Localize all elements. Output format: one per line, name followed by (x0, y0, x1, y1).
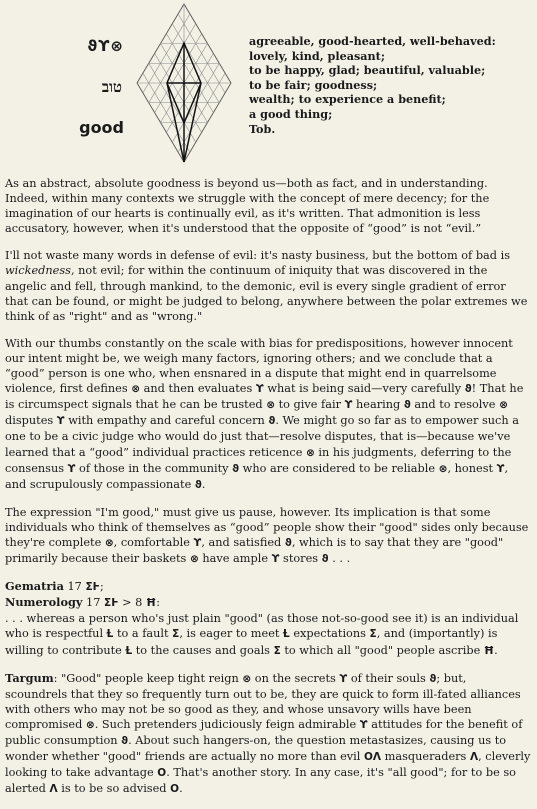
lamed-glyph: Ɫ (106, 628, 114, 641)
vav-glyph: ϒ (67, 462, 76, 475)
paleo-hebrew-word: ϑϒ⊗ (87, 37, 124, 55)
ayin-glyph: O (170, 783, 180, 796)
vav-glyph: ϒ (193, 536, 202, 549)
gematria-glyphs: ΣⱵ (85, 581, 100, 594)
emphasis-wickedness: wickedness (5, 264, 71, 278)
diamond-lattice-figure (135, 2, 233, 164)
lamed-glyph: Ɫ (125, 644, 133, 657)
ayin-resh-glyphs: OɅ (364, 751, 382, 764)
definition-line: Tob. (249, 121, 276, 136)
beth-glyph: ϑ (232, 462, 240, 475)
hebrew-word: טוב (101, 78, 122, 96)
header (0, 0, 537, 170)
beth-glyph: ϑ (321, 553, 329, 566)
english-word: good (79, 118, 124, 137)
numerology-label: Numerology (5, 595, 83, 610)
resh-glyph: Ʌ (469, 751, 479, 764)
gematria-label: Gematria (5, 579, 64, 594)
definition-line: to be fair; goodness; (249, 77, 378, 92)
teth-glyph: ⊗ (85, 718, 95, 731)
gematria-line: Gematria 17 ΣⱵ; (5, 579, 104, 594)
beth-glyph: ϑ (268, 415, 276, 428)
lamed-glyph: Ɫ (283, 628, 290, 641)
targum-label: Targum (5, 670, 54, 685)
tsade-glyph: Σ (172, 628, 180, 641)
beth-glyph: ϑ (284, 536, 292, 549)
vav-glyph: ϒ (339, 672, 348, 685)
definitions-list (249, 34, 534, 136)
tsade-glyph: Σ (273, 644, 281, 657)
definition-line: to be happy, glad; beautiful, valuable; (249, 63, 486, 78)
numerology-line: Numerology 17 ΣⱵ > 8 Ħ: (5, 595, 161, 610)
beth-glyph: ϑ (194, 478, 202, 491)
paragraph-evil (5, 248, 532, 323)
resh-glyph: Ʌ (49, 783, 58, 796)
definition-line: lovely, kind, pleasant; (249, 48, 385, 63)
definition-line: agreeable, good-hearted, well-behaved: (249, 34, 496, 48)
definition-line: a good thing; (249, 106, 333, 121)
vav-glyph: ϒ (271, 553, 280, 566)
beth-glyph: ϑ (121, 735, 129, 747)
teth-glyph: ⊗ (242, 672, 252, 685)
vav-glyph: ϒ (56, 415, 65, 428)
beth-glyph: ϑ (464, 383, 472, 396)
paragraph-abstract-goodness: As an abstract, absolute goodness is beyond us—both as fact, and in understanding. Indeed, within many contexts we struggle with the concept of mere decency; for the imagination of our hearts is continually evil, as it's written. That admonition is less accusatory, however, when it's understood that the opposite of “good” is not “evil.” (5, 177, 490, 236)
ayin-glyph: O (157, 767, 167, 780)
teth-glyph: ⊗ (266, 399, 276, 412)
vav-glyph: ϒ (255, 383, 264, 396)
article-body (5, 176, 532, 809)
definition-line: wealth; to experience a benefit; (249, 92, 446, 107)
text-run: I'll not waste many words in defense of evil: it's nasty business, but the bottom of bad is (5, 249, 511, 263)
teth-glyph: ⊗ (438, 462, 448, 475)
teth-glyph: ⊗ (305, 446, 315, 459)
chet-glyph: Ħ (483, 644, 495, 657)
paragraph-good-person: With our thumbs constantly on the scale with bias for predispositions, however innocent our intent might be, we weigh many factors, ignoring others; and we conclude that a “good” person is one who, when ensnared in a dispute that might end in quarrelsome violence, first defines ⊗ and then evaluates ϒ what is being said—very carefully ϑ! That he is circumspect signals that he can be trusted ⊗ to give fair ϒ hearing ϑ and to resolve ⊗ disputes ϒ with empathy and careful concern ϑ. We might go so far as to empower such a one to be a civic judge who would do just that—resolve disputes, that is—because we've learned that a “good” individual practices reticence ⊗ in his judgments, deferring to the consensus ϒ of those in the community ϑ who are considered to be reliable ⊗, honest ϒ, and scrupulously compassionate ϑ. (5, 336, 524, 491)
text-run: , not evil; for within the continuum of iniquity that was discovered in the angelic and fell, through mankind, to the demonic, evil is every single gradient of error that can be found, or might be judged to belong, anywhere between the polar extremes we think of as "right" and as "wrong." (5, 264, 528, 323)
paragraph-just-plain-good: . . . whereas a person who's just plain "good" (as those not-so-good see it) is an individual who is respectful Ɫ to a fault Σ, is eager to meet Ɫ expectations Σ, and (importantly) is willing to contribute Ɫ to the causes and goals Σ to which all "good" people ascribe Ħ. (5, 612, 519, 657)
chet-glyph: Ħ (145, 597, 157, 610)
teth-glyph: ⊗ (189, 553, 199, 566)
numerology-glyphs: ΣⱵ (104, 597, 119, 610)
teth-glyph: ⊗ (499, 399, 508, 412)
teth-glyph: ⊗ (104, 536, 114, 549)
vav-glyph: ϒ (359, 718, 368, 731)
paragraph-im-good: The expression "I'm good," must give us pause, however. Its implication is that some individuals who think of themselves as “good” people show their "good" sides only because they're complete ⊗, comfortable ϒ, and satisfied ϑ, which is to say that they are "good" primarily because their baskets ⊗ have ample ϒ stores ϑ . . . (5, 505, 529, 566)
tsade-glyph: Σ (369, 628, 377, 641)
paragraph-targum: Targum: "Good" people keep tight reign ⊗ on the secrets ϒ of their souls ϑ; but, scoundrels that they so frequently turn out to be, they are quick to form ill-fated alliances with others who may not be so good as they, and whose unsavory wills have been compromised ⊗. Such pretenders judiciously feign admirable ϒ attitudes for the benefit of public consumption ϑ. About such hangers-on, the question metastasizes, causing us to wonder whether "good" friends are actually no more than evil OɅ masqueraders Ʌ, cleverly looking to take advantage O. That's another story. In any case, it's "all good"; for to be so alerted Ʌ is to be so advised O. (5, 670, 531, 796)
vav-glyph: ϒ (344, 399, 353, 412)
beth-glyph: ϑ (403, 399, 411, 412)
teth-glyph: ⊗ (131, 383, 141, 396)
beth-glyph: ϑ (429, 672, 437, 685)
vav-glyph: ϒ (496, 462, 505, 475)
